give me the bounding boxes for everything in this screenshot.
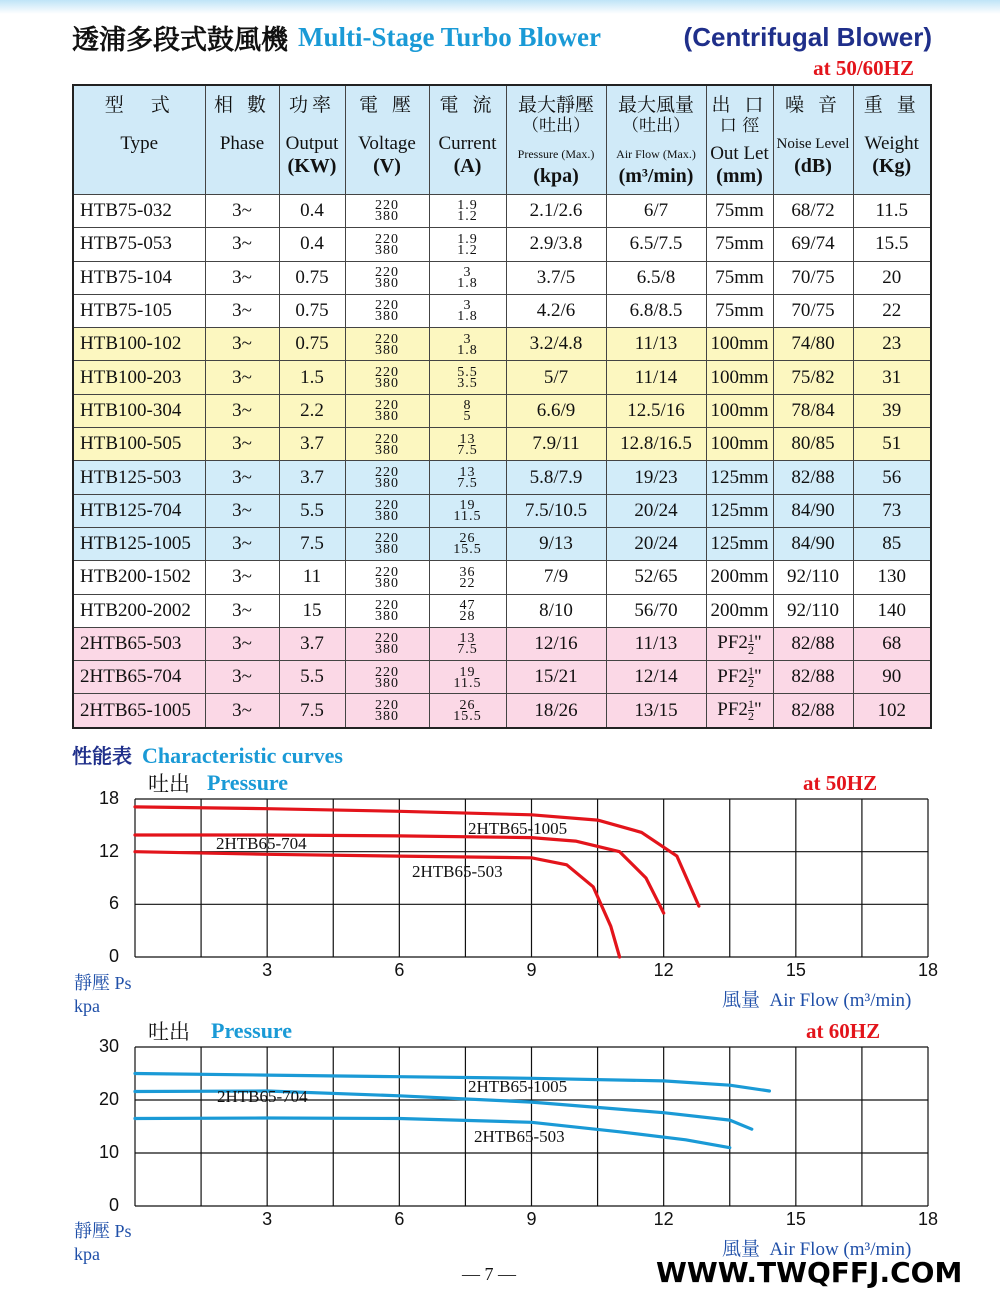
cell-weight: 90 (853, 661, 931, 694)
cell-output: 11 (279, 561, 345, 594)
cell-outlet: 100mm (706, 428, 773, 461)
header-current: 電 流 Current (A) (429, 85, 506, 195)
cell-pressure: 7/9 (506, 561, 606, 594)
cell-output: 7.5 (279, 527, 345, 560)
header-output: 功率 Output (KW) (279, 85, 345, 195)
cell-output: 3.7 (279, 627, 345, 660)
cell-type: 2HTB65-503 (73, 627, 205, 660)
cell-type: HTB100-102 (73, 328, 205, 361)
cell-current: 26 15.5 (429, 694, 506, 728)
cell-voltage: 220 380 (345, 561, 429, 594)
header-airflow: 最大風量 （吐出） Air Flow (Max.) (m³/min) (606, 85, 706, 195)
cell-pressure: 2.1/2.6 (506, 195, 606, 228)
cell-voltage: 220 380 (345, 294, 429, 327)
cell-output: 15 (279, 594, 345, 627)
x-tick-label: 9 (526, 1209, 537, 1229)
table-row (73, 561, 931, 594)
chart-50hz-title-en: Pressure (207, 770, 289, 795)
cell-type: HTB75-104 (73, 261, 205, 294)
cell-current: 19 11.5 (429, 661, 506, 694)
cell-weight: 23 (853, 328, 931, 361)
cell-voltage: 220 380 (345, 228, 429, 261)
cell-airflow: 52/65 (606, 561, 706, 594)
cell-phase: 3~ (205, 627, 279, 660)
cell-airflow: 12.5/16 (606, 394, 706, 427)
cell-outlet: 200mm (706, 594, 773, 627)
cell-phase: 3~ (205, 228, 279, 261)
cell-type: HTB200-1502 (73, 561, 205, 594)
chart-60hz-xlabel: 風量 Air Flow (m³/min) (722, 1238, 912, 1260)
cell-noise: 84/90 (773, 527, 853, 560)
cell-phase: 3~ (205, 428, 279, 461)
chart-50hz-xlabel: 風量 Air Flow (m³/min) (722, 989, 912, 1011)
cell-phase: 3~ (205, 261, 279, 294)
cell-type: 2HTB65-704 (73, 661, 205, 694)
cell-type: HTB100-203 (73, 361, 205, 394)
cell-phase: 3~ (205, 394, 279, 427)
cell-noise: 70/75 (773, 294, 853, 327)
cell-phase: 3~ (205, 361, 279, 394)
cell-phase: 3~ (205, 527, 279, 560)
page-title (72, 18, 932, 58)
cell-outlet: PF2 $\frac{1}{2}$ " (706, 694, 773, 728)
header-weight: 重 量 Weight (Kg) (853, 85, 931, 195)
series-label: 2HTB65-704 (216, 834, 307, 853)
cell-phase: 3~ (205, 694, 279, 728)
chart-50hz-note: at 50HZ (803, 771, 878, 795)
cell-weight: 102 (853, 694, 931, 728)
cell-current: 47 28 (429, 594, 506, 627)
chart-60hz-title-zh: 吐出 (148, 1020, 190, 1044)
cell-weight: 68 (853, 627, 931, 660)
x-tick-label: 6 (394, 960, 405, 980)
cell-outlet: 75mm (706, 228, 773, 261)
cell-outlet: 100mm (706, 328, 773, 361)
cell-pressure: 5/7 (506, 361, 606, 394)
cell-type: HTB125-704 (73, 494, 205, 527)
cell-outlet: PF2 $\frac{1}{2}$ " (706, 627, 773, 660)
cell-weight: 22 (853, 294, 931, 327)
table-row (73, 328, 931, 361)
curves-heading-zh: 性能表 (72, 744, 132, 768)
title-english: Multi-Stage Turbo Blower (298, 22, 602, 52)
y-tick-label: 20 (98, 1089, 119, 1109)
cell-noise: 82/88 (773, 627, 853, 660)
x-tick-label: 18 (917, 1209, 939, 1229)
website-url: WWW.TWQFFJ.COM (656, 1256, 963, 1289)
cell-type: HTB100-304 (73, 394, 205, 427)
table-row (73, 661, 931, 694)
cell-pressure: 18/26 (506, 694, 606, 728)
cell-type: HTB75-032 (73, 195, 205, 228)
cell-noise: 82/88 (773, 694, 853, 728)
cell-voltage: 220 380 (345, 527, 429, 560)
cell-weight: 56 (853, 461, 931, 494)
cell-pressure: 7.9/11 (506, 428, 606, 461)
cell-type: HTB125-503 (73, 461, 205, 494)
cell-phase: 3~ (205, 294, 279, 327)
chart-50hz-ylabel: 靜壓 Ps kpa (74, 973, 132, 1016)
table-row (73, 594, 931, 627)
table-row (73, 694, 931, 728)
cell-type: HTB100-505 (73, 428, 205, 461)
cell-pressure: 8/10 (506, 594, 606, 627)
cell-current: 26 15.5 (429, 527, 506, 560)
y-tick-label: 0 (108, 946, 119, 966)
cell-airflow: 13/15 (606, 694, 706, 728)
cell-noise: 75/82 (773, 361, 853, 394)
page-number: — 7 — (462, 1264, 516, 1284)
cell-airflow: 11/13 (606, 328, 706, 361)
cell-airflow: 6.5/8 (606, 261, 706, 294)
table-row (73, 494, 931, 527)
cell-voltage: 220 380 (345, 394, 429, 427)
header-pressure: 最大靜壓 （吐出） Pressure (Max.) (kpa) (506, 85, 606, 195)
cell-airflow: 56/70 (606, 594, 706, 627)
cell-voltage: 220 380 (345, 661, 429, 694)
cell-airflow: 6/7 (606, 195, 706, 228)
cell-weight: 20 (853, 261, 931, 294)
cell-output: 5.5 (279, 661, 345, 694)
cell-output: 0.4 (279, 228, 345, 261)
cell-airflow: 11/14 (606, 361, 706, 394)
curves-heading-en: Characteristic curves (142, 743, 343, 768)
y-tick-label: 10 (98, 1142, 119, 1162)
cell-output: 0.75 (279, 294, 345, 327)
cell-phase: 3~ (205, 195, 279, 228)
cell-current: 13 7.5 (429, 428, 506, 461)
x-tick-label: 3 (262, 1209, 273, 1229)
chart-60hz (0, 1014, 1000, 1264)
header-outlet: 出 口 口 徑 Out Let (mm) (706, 85, 773, 195)
x-tick-label: 18 (917, 960, 939, 980)
series-label: 2HTB65-704 (217, 1087, 308, 1106)
cell-airflow: 11/13 (606, 627, 706, 660)
cell-noise: 69/74 (773, 228, 853, 261)
cell-current: 19 11.5 (429, 494, 506, 527)
cell-weight: 31 (853, 361, 931, 394)
cell-pressure: 4.2/6 (506, 294, 606, 327)
series-label: 2HTB65-1005 (468, 1077, 568, 1096)
cell-current: 3 1.8 (429, 261, 506, 294)
chart-60hz-title-en: Pressure (211, 1018, 293, 1043)
cell-current: 36 22 (429, 561, 506, 594)
cell-output: 0.75 (279, 328, 345, 361)
cell-outlet: 75mm (706, 195, 773, 228)
cell-type: HTB125-1005 (73, 527, 205, 560)
table-header-row (73, 85, 931, 195)
cell-voltage: 220 380 (345, 195, 429, 228)
x-tick-label: 15 (785, 1209, 806, 1229)
spec-table (72, 84, 932, 729)
cell-outlet: 100mm (706, 361, 773, 394)
cell-airflow: 12/14 (606, 661, 706, 694)
cell-noise: 68/72 (773, 195, 853, 228)
cell-airflow: 6.8/8.5 (606, 294, 706, 327)
cell-airflow: 19/23 (606, 461, 706, 494)
cell-voltage: 220 380 (345, 361, 429, 394)
cell-output: 0.4 (279, 195, 345, 228)
series-line-2htb65-503 (135, 1118, 730, 1148)
cell-current: 13 7.5 (429, 461, 506, 494)
cell-outlet: 125mm (706, 461, 773, 494)
cell-current: 3 1.8 (429, 294, 506, 327)
cell-output: 3.7 (279, 428, 345, 461)
cell-pressure: 3.2/4.8 (506, 328, 606, 361)
cell-output: 1.5 (279, 361, 345, 394)
cell-current: 1.9 1.2 (429, 228, 506, 261)
title-chinese: 透浦多段式鼓風機 (72, 25, 288, 56)
cell-weight: 130 (853, 561, 931, 594)
cell-phase: 3~ (205, 461, 279, 494)
y-tick-label: 18 (98, 788, 119, 808)
x-tick-label: 12 (653, 1209, 674, 1229)
cell-phase: 3~ (205, 594, 279, 627)
x-tick-label: 6 (394, 1209, 405, 1229)
cell-output: 2.2 (279, 394, 345, 427)
cell-weight: 51 (853, 428, 931, 461)
cell-voltage: 220 380 (345, 627, 429, 660)
series-label: 2HTB65-503 (474, 1127, 565, 1146)
cell-voltage: 220 380 (345, 428, 429, 461)
cell-voltage: 220 380 (345, 694, 429, 728)
cell-outlet: 125mm (706, 527, 773, 560)
table-row (73, 261, 931, 294)
y-tick-label: 0 (108, 1195, 119, 1215)
series-label: 2HTB65-503 (412, 862, 503, 881)
y-tick-label: 12 (98, 840, 119, 861)
cell-current: 3 1.8 (429, 328, 506, 361)
cell-voltage: 220 380 (345, 261, 429, 294)
cell-outlet: 75mm (706, 294, 773, 327)
series-label: 2HTB65-1005 (468, 819, 568, 838)
cell-voltage: 220 380 (345, 494, 429, 527)
cell-output: 7.5 (279, 694, 345, 728)
cell-output: 5.5 (279, 494, 345, 527)
cell-pressure: 9/13 (506, 527, 606, 560)
cell-outlet: 75mm (706, 261, 773, 294)
cell-current: 13 7.5 (429, 627, 506, 660)
top-decorative-band (0, 0, 1000, 14)
cell-type: HTB200-2002 (73, 594, 205, 627)
cell-pressure: 3.7/5 (506, 261, 606, 294)
chart-50hz-title-zh: 吐出 (148, 772, 190, 796)
curves-heading (72, 740, 343, 769)
cell-type: HTB75-105 (73, 294, 205, 327)
cell-pressure: 2.9/3.8 (506, 228, 606, 261)
cell-output: 3.7 (279, 461, 345, 494)
cell-outlet: 100mm (706, 394, 773, 427)
header-voltage: 電 壓 Voltage (V) (345, 85, 429, 195)
cell-weight: 85 (853, 527, 931, 560)
cell-weight: 11.5 (853, 195, 931, 228)
cell-noise: 80/85 (773, 428, 853, 461)
cell-phase: 3~ (205, 328, 279, 361)
cell-weight: 39 (853, 394, 931, 427)
chart-50hz (0, 766, 1000, 1016)
cell-pressure: 15/21 (506, 661, 606, 694)
cell-airflow: 6.5/7.5 (606, 228, 706, 261)
y-tick-label: 30 (98, 1036, 119, 1056)
x-tick-label: 12 (653, 960, 674, 980)
cell-phase: 3~ (205, 494, 279, 527)
table-row (73, 195, 931, 228)
cell-airflow: 20/24 (606, 494, 706, 527)
x-tick-label: 3 (262, 960, 273, 980)
cell-pressure: 6.6/9 (506, 394, 606, 427)
table-row (73, 294, 931, 327)
cell-noise: 82/88 (773, 461, 853, 494)
cell-noise: 92/110 (773, 561, 853, 594)
cell-pressure: 5.8/7.9 (506, 461, 606, 494)
cell-voltage: 220 380 (345, 328, 429, 361)
cell-outlet: 200mm (706, 561, 773, 594)
cell-noise: 78/84 (773, 394, 853, 427)
cell-weight: 140 (853, 594, 931, 627)
cell-pressure: 12/16 (506, 627, 606, 660)
title-subtitle: (Centrifugal Blower) (683, 22, 932, 52)
cell-outlet: PF2 $\frac{1}{2}$ " (706, 661, 773, 694)
spec-table-body (73, 195, 931, 728)
x-tick-label: 15 (785, 960, 806, 980)
chart-50hz-plot (0, 766, 1000, 1011)
cell-pressure: 7.5/10.5 (506, 494, 606, 527)
header-phase: 相 數 Phase (205, 85, 279, 195)
cell-noise: 92/110 (773, 594, 853, 627)
cell-noise: 82/88 (773, 661, 853, 694)
cell-type: 2HTB65-1005 (73, 694, 205, 728)
chart-60hz-ylabel: 靜壓 Ps kpa (74, 1221, 132, 1264)
table-row (73, 228, 931, 261)
cell-voltage: 220 380 (345, 594, 429, 627)
chart-60hz-note: at 60HZ (806, 1019, 881, 1043)
y-tick-label: 6 (108, 893, 119, 914)
cell-weight: 15.5 (853, 228, 931, 261)
cell-voltage: 220 380 (345, 461, 429, 494)
cell-phase: 3~ (205, 661, 279, 694)
table-row (73, 461, 931, 494)
cell-current: 1.9 1.2 (429, 195, 506, 228)
frequency-note: at 50/60HZ (813, 56, 914, 80)
cell-weight: 73 (853, 494, 931, 527)
cell-output: 0.75 (279, 261, 345, 294)
table-row (73, 428, 931, 461)
table-row (73, 361, 931, 394)
cell-noise: 70/75 (773, 261, 853, 294)
cell-noise: 84/90 (773, 494, 853, 527)
x-tick-label: 9 (526, 960, 537, 980)
cell-current: 8 5 (429, 394, 506, 427)
cell-current: 5.5 3.5 (429, 361, 506, 394)
cell-type: HTB75-053 (73, 228, 205, 261)
table-row (73, 627, 931, 660)
cell-airflow: 20/24 (606, 527, 706, 560)
header-type: 型 式 Type (73, 85, 205, 195)
header-noise: 噪 音 Noise Level (dB) (773, 85, 853, 195)
table-row (73, 394, 931, 427)
cell-outlet: 125mm (706, 494, 773, 527)
cell-noise: 74/80 (773, 328, 853, 361)
cell-phase: 3~ (205, 561, 279, 594)
table-row (73, 527, 931, 560)
cell-airflow: 12.8/16.5 (606, 428, 706, 461)
